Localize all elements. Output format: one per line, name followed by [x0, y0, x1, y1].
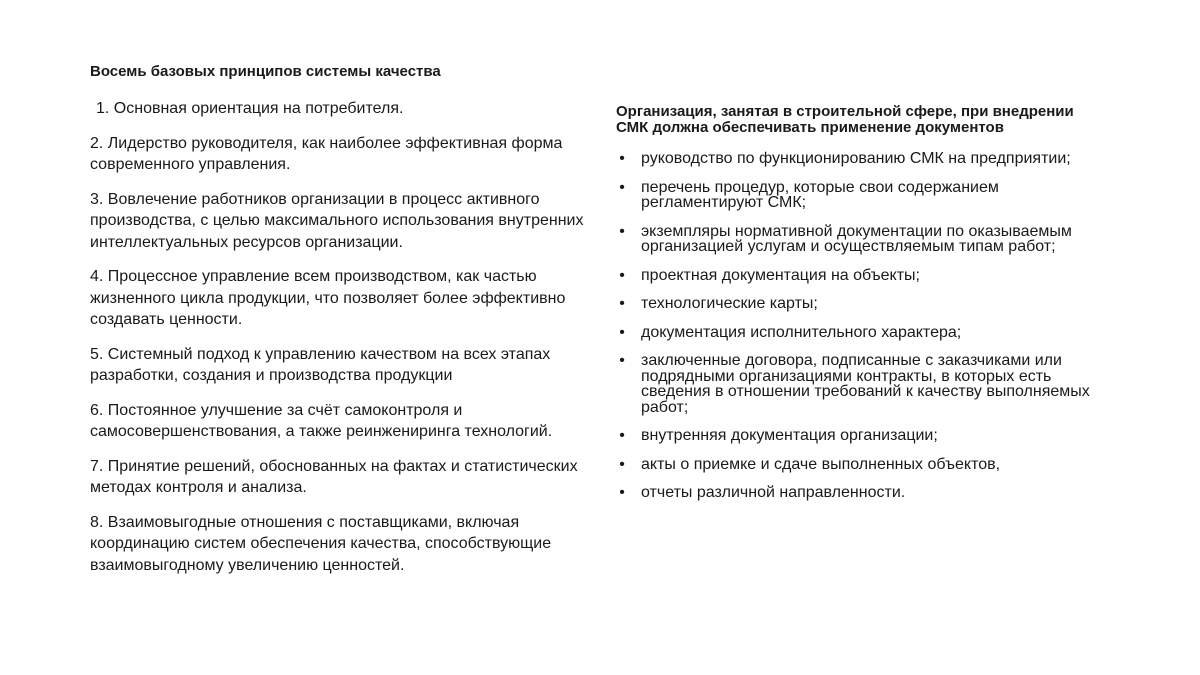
document-list-item	[616, 485, 1108, 501]
principle-item: 5. Системный подход к управлению качеством на всех этапах разработки, создания и производства продукции	[90, 345, 551, 384]
bullet-icon: •	[619, 455, 625, 473]
document-item-text: заключенные договора, подписанные с заказчиками или подрядными организациями контракты, в которых есть сведения в отношении требований к качеству выполняемых работ;	[641, 352, 1090, 416]
bullet-icon: •	[619, 178, 625, 196]
bullet-icon: •	[619, 266, 625, 284]
document-list-item	[616, 151, 1108, 167]
documents-title: Организация, занятая в строительной сфере, при внедрении СМК должна обеспечивать применение документов	[616, 103, 1074, 136]
document-list-item	[616, 457, 1108, 473]
bullet-icon: •	[619, 150, 625, 167]
documents-column	[616, 104, 1108, 514]
principle-item: 8. Взаимовыгодные отношения с поставщиками, включая координацию систем обеспечения качества, способствующие взаимовыгодному увеличению ценностей.	[90, 513, 552, 574]
principle-item: 1. Основная ориентация на потребителя.	[96, 100, 404, 117]
bullet-icon: •	[619, 427, 625, 444]
principles-column	[90, 63, 610, 589]
bullet-icon: •	[619, 295, 625, 312]
bullet-icon: •	[619, 484, 625, 501]
document-list-item	[616, 224, 1108, 255]
principle-item: 7. Принятие решений, обоснованных на фактах и статистических методах контроля и анализа.	[90, 457, 578, 496]
document-list-item	[616, 268, 1108, 284]
document-item-text: отчеты различной направленности.	[641, 484, 906, 501]
document-list-item	[616, 180, 1108, 211]
principle-item: 3. Вовлечение работников организации в процесс активного производства, с целью максимального использования внутренних интеллектуальных ресурсов организации.	[90, 190, 584, 251]
bullet-icon: •	[619, 352, 625, 369]
document-list-item	[616, 325, 1108, 341]
document-list-item	[616, 353, 1108, 415]
principle-item: 6. Постоянное улучшение за счёт самоконтроля и самосовершенствования, а также реинжениринга технологий.	[90, 401, 553, 440]
document-item-text: экземпляры нормативной документации по оказываемым организацией услугам и осуществляемым типам работ;	[641, 222, 1072, 255]
document-list-item	[616, 428, 1108, 444]
document-item-text: перечень процедур, которые свои содержанием регламентируют СМК;	[641, 178, 999, 211]
document-item-text: внутренняя документация организации;	[641, 427, 938, 444]
principle-item: 2. Лидерство руководителя, как наиболее эффективная форма современного управления.	[90, 134, 563, 173]
documents-list	[616, 151, 1108, 501]
document-item-text: документация исполнительного характера;	[641, 323, 962, 341]
document-item-text: технологические карты;	[641, 295, 818, 312]
bullet-icon: •	[619, 222, 625, 240]
document-item-text: проектная документация на объекты;	[641, 266, 920, 284]
document-item-text: акты о приемке и сдаче выполненных объектов,	[641, 455, 1001, 473]
document-list-item	[616, 296, 1108, 312]
bullet-icon: •	[619, 323, 625, 341]
document-item-text: руководство по функционированию СМК на предприятии;	[641, 150, 1071, 167]
principle-item: 4. Процессное управление всем производством, как частью жизненного цикла продукции, что позволяет более эффективно создавать ценности.	[90, 268, 566, 328]
principles-title: Восемь базовых принципов системы качества	[90, 63, 441, 80]
